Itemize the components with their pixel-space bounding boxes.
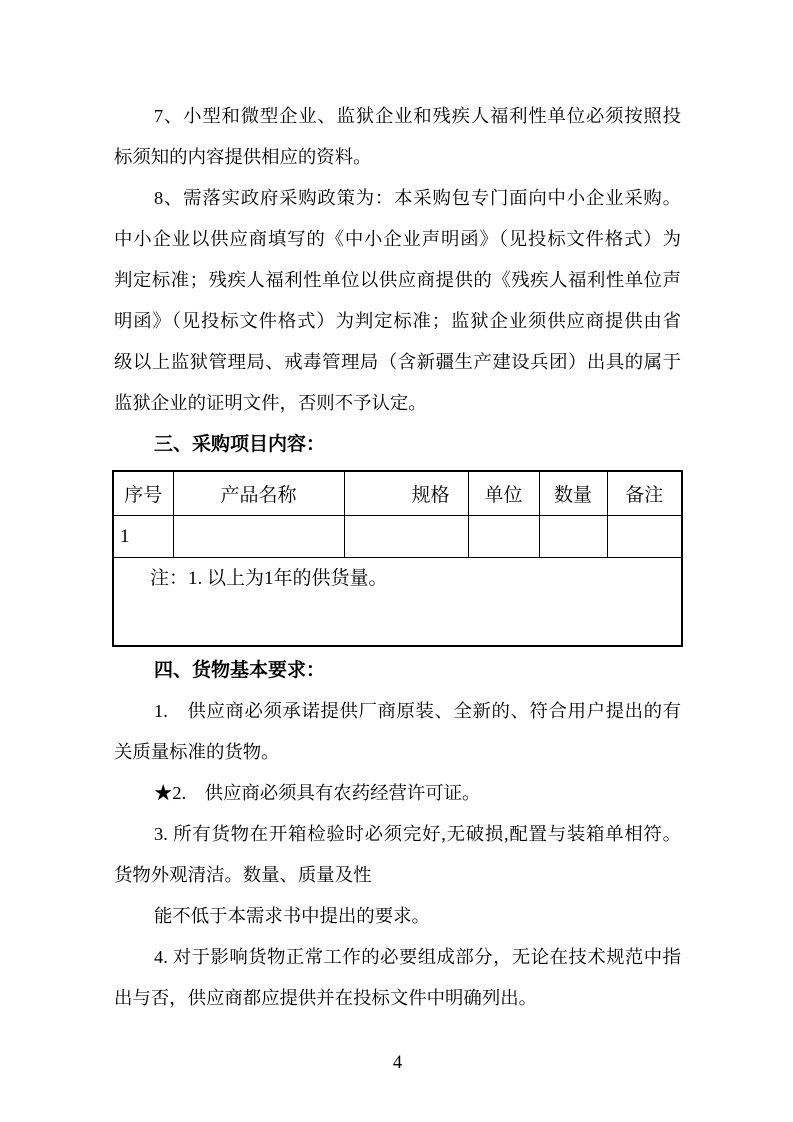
requirement-4 — [114, 937, 681, 1019]
table-note-row — [113, 558, 682, 647]
cell-remark — [607, 516, 682, 558]
procurement-items-table — [112, 470, 683, 647]
requirement-4-line-2: 出与否，供应商都应提供并在投标文件中明确列出。 — [114, 988, 537, 1008]
section-4-heading: 四、货物基本要求： — [154, 660, 326, 681]
paragraph-7-line-2: 标须知的内容提供相应的资料。 — [114, 147, 372, 167]
requirement-1-line-1: 1. 供应商必须承诺提供厂商原装、全新的、符合用户提出的有 — [154, 701, 681, 721]
paragraph-8-line-6: 监狱企业的证明文件，否则不予认定。 — [114, 393, 427, 413]
requirement-2: ★2. 供应商必须具有农药经营许可证。 — [154, 783, 481, 803]
paragraph-8-line-4: 明函》（见投标文件格式）为判定标准；监狱企业须供应商提供由省 — [114, 311, 681, 331]
page-number: 4 — [392, 1053, 403, 1073]
paragraph-8-line-2: 中小企业以供应商填写的《中小企业声明函》（见投标文件格式）为 — [114, 229, 681, 249]
requirement-1 — [114, 691, 681, 773]
header-cell-qty: 数量 — [539, 471, 607, 516]
document-content — [114, 96, 681, 1084]
section-3-heading: 三、采购项目内容： — [154, 434, 326, 455]
paragraph-7-line-1: 7、小型和微型企业、监狱企业和残疾人福利性单位必须按照投 — [154, 106, 681, 126]
header-cell-remark: 备注 — [607, 471, 682, 516]
requirement-3-line-1: 3. 所有货物在开箱检验时必须完好,无破损,配置与装箱单相符。 — [154, 824, 681, 844]
requirement-3-continuation: 能不低于本需求书中提出的要求。 — [154, 906, 430, 926]
cell-seq: 1 — [113, 516, 173, 558]
requirement-4-line-1: 4. 对于影响货物正常工作的必要组成部分，无论在技术规范中指 — [154, 947, 681, 967]
cell-spec — [344, 516, 468, 558]
cell-product-name — [173, 516, 344, 558]
paragraph-8-line-3: 判定标准；残疾人福利性单位以供应商提供的《残疾人福利性单位声 — [114, 270, 681, 290]
requirement-3-line-2: 货物外观清洁。数量、质量及性 — [114, 865, 372, 885]
table-header-row — [113, 471, 682, 516]
header-cell-seq: 序号 — [113, 471, 173, 516]
header-cell-unit: 单位 — [468, 471, 539, 516]
cell-qty — [539, 516, 607, 558]
table-row-1 — [113, 516, 682, 558]
paragraph-7 — [114, 96, 681, 178]
header-cell-product-name: 产品名称 — [173, 471, 344, 516]
cell-unit — [468, 516, 539, 558]
paragraph-8-line-5: 级以上监狱管理局、戒毒管理局（含新疆生产建设兵团）出具的属于 — [114, 352, 681, 372]
header-cell-spec: 规格 — [344, 471, 468, 516]
requirement-3 — [114, 814, 681, 896]
requirement-1-line-2: 关质量标准的货物。 — [114, 742, 280, 762]
paragraph-8-line-1: 8、需落实政府采购政策为：本采购包专门面向中小企业采购。 — [154, 188, 681, 208]
paragraph-8 — [114, 178, 681, 424]
table-note-cell: 注：1. 以上为1年的供货量。 — [113, 558, 682, 647]
